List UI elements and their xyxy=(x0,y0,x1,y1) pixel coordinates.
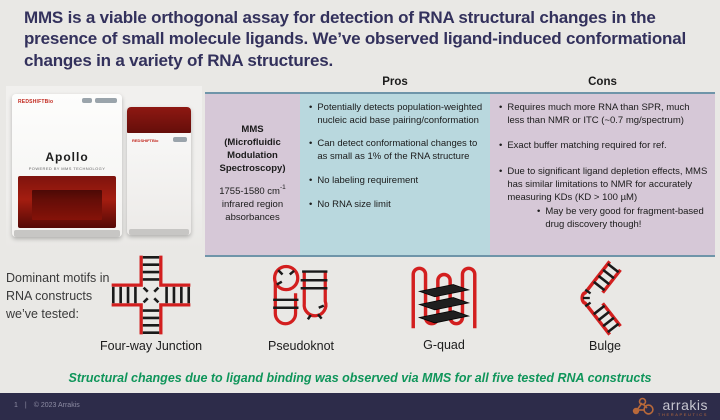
motif-label: Bulge xyxy=(589,339,621,353)
pros-cell xyxy=(300,94,490,255)
cons-sub-bullet-text: May be very good for fragment-based drug discovery though! xyxy=(545,206,704,231)
motifs-intro-text: Dominant motifs in RNA constructs we’ve tested: xyxy=(6,271,110,322)
footer-page-info xyxy=(14,402,80,409)
pros-header: Pros xyxy=(382,76,408,88)
arrakis-logo xyxy=(631,396,708,418)
pseudoknot-icon xyxy=(266,260,336,336)
cons-bullet-text: Requires much more RNA than SPR, much less than NMR or ITC (~0.7 mg/spectrum) xyxy=(507,102,690,126)
pros-bullet xyxy=(309,102,484,127)
instrument-sample-chamber xyxy=(32,190,102,220)
arrakis-molecule-icon xyxy=(631,396,655,418)
g-quad-icon xyxy=(404,257,484,335)
bullet-dot: • xyxy=(537,206,541,218)
instrument-sample-window xyxy=(18,176,116,228)
pros-bullet-text: No labeling requirement xyxy=(317,174,419,186)
cons-bullet xyxy=(499,140,709,153)
bullet-dot: • xyxy=(309,174,313,186)
bullet-dot: • xyxy=(309,138,313,150)
bullet-dot: • xyxy=(309,198,313,210)
bullet-dot: • xyxy=(309,102,313,113)
redshiftbio-logo: REDSHIFTBio xyxy=(18,99,54,105)
cons-bullet-text: Exact buffer matching required for ref. xyxy=(507,140,667,152)
arrakis-wordmark: arrakis xyxy=(662,396,708,413)
pros-bullet xyxy=(309,199,484,212)
motif-pseudoknot xyxy=(266,260,336,353)
bulge-icon xyxy=(566,260,644,336)
four-way-junction-icon xyxy=(109,254,193,336)
pros-bullet-text: Potentially detects population-weighted nucleic acid base pairing/conformation xyxy=(317,102,483,126)
motif-label: G-quad xyxy=(423,338,465,352)
table-header-row xyxy=(205,76,715,92)
apollo-instrument xyxy=(12,94,122,237)
motif-bulge xyxy=(566,260,644,353)
companion-instrument xyxy=(127,107,191,235)
pros-bullet xyxy=(309,175,484,188)
pros-bullet-text: Can detect conformational changes to as small as 1% of the RNA structure xyxy=(317,138,478,163)
cons-bullet-text: Due to significant ligand depletion effects, MMS has similar limitations to NMR for accurately measuring KDs (KD > 100 µM) xyxy=(507,166,708,203)
pros-bullet xyxy=(309,138,484,163)
motif-four-way-junction xyxy=(100,254,202,353)
bullet-dot: • xyxy=(499,140,503,152)
range-rest: infrared region absorbances xyxy=(221,199,284,224)
vent-strip-icon xyxy=(173,137,187,142)
motif-g-quad xyxy=(404,257,484,352)
vent-strip-icon xyxy=(82,98,92,103)
motif-label: Four-way Junction xyxy=(100,339,203,353)
instrument-base xyxy=(129,229,189,235)
bullet-dot: • xyxy=(499,166,503,178)
mms-acronym: MMS xyxy=(241,124,264,136)
cons-bullet xyxy=(499,166,709,204)
vent-strip-icon xyxy=(95,98,117,103)
arrakis-logo-text-block xyxy=(658,398,708,417)
redshiftbio-logo: REDSHIFTBio xyxy=(132,138,159,143)
conclusion-text: Structural changes due to ligand binding was observed via MMS for all five tested RNA constructs xyxy=(68,371,652,385)
range-superscript: -1 xyxy=(279,184,286,192)
instrument-name: Apollo xyxy=(45,150,89,164)
cons-sub-bullet xyxy=(537,206,705,231)
page-number: 1 xyxy=(14,402,18,409)
table-body xyxy=(205,92,715,257)
mms-ir-range xyxy=(210,185,295,225)
mms-label-cell xyxy=(205,94,300,255)
cons-cell xyxy=(490,94,715,255)
footer-separator: | xyxy=(24,402,27,409)
cons-bullet xyxy=(499,102,709,127)
footer-bar xyxy=(0,393,720,420)
bullet-dot: • xyxy=(499,102,503,113)
cons-header: Cons xyxy=(588,76,617,88)
instrument-photo xyxy=(6,86,202,249)
range-prefix: 1755-1580 cm xyxy=(219,186,280,198)
header-spacer xyxy=(205,76,300,92)
instrument-base xyxy=(14,230,120,237)
companion-red-cap xyxy=(127,107,191,133)
pros-cons-table xyxy=(205,76,715,257)
instrument-tagline: POWERED BY MMS TECHNOLOGY xyxy=(28,166,106,171)
arrakis-therapeutics-subtext: THERAPEUTICS xyxy=(657,411,708,417)
motif-label: Pseudoknot xyxy=(267,339,335,353)
slide-title: MMS is a viable orthogonal assay for detection of RNA structural changes in the presence of small molecule ligands. We’ve observed ligand-induced conformational changes in a variety of RNA structures. xyxy=(24,8,686,70)
copyright-text: © 2023 Arrakis xyxy=(33,402,80,409)
pros-bullet-text: No RNA size limit xyxy=(317,198,391,210)
mms-full-name: (Microfluidic Modulation Spectroscopy) xyxy=(219,136,286,174)
